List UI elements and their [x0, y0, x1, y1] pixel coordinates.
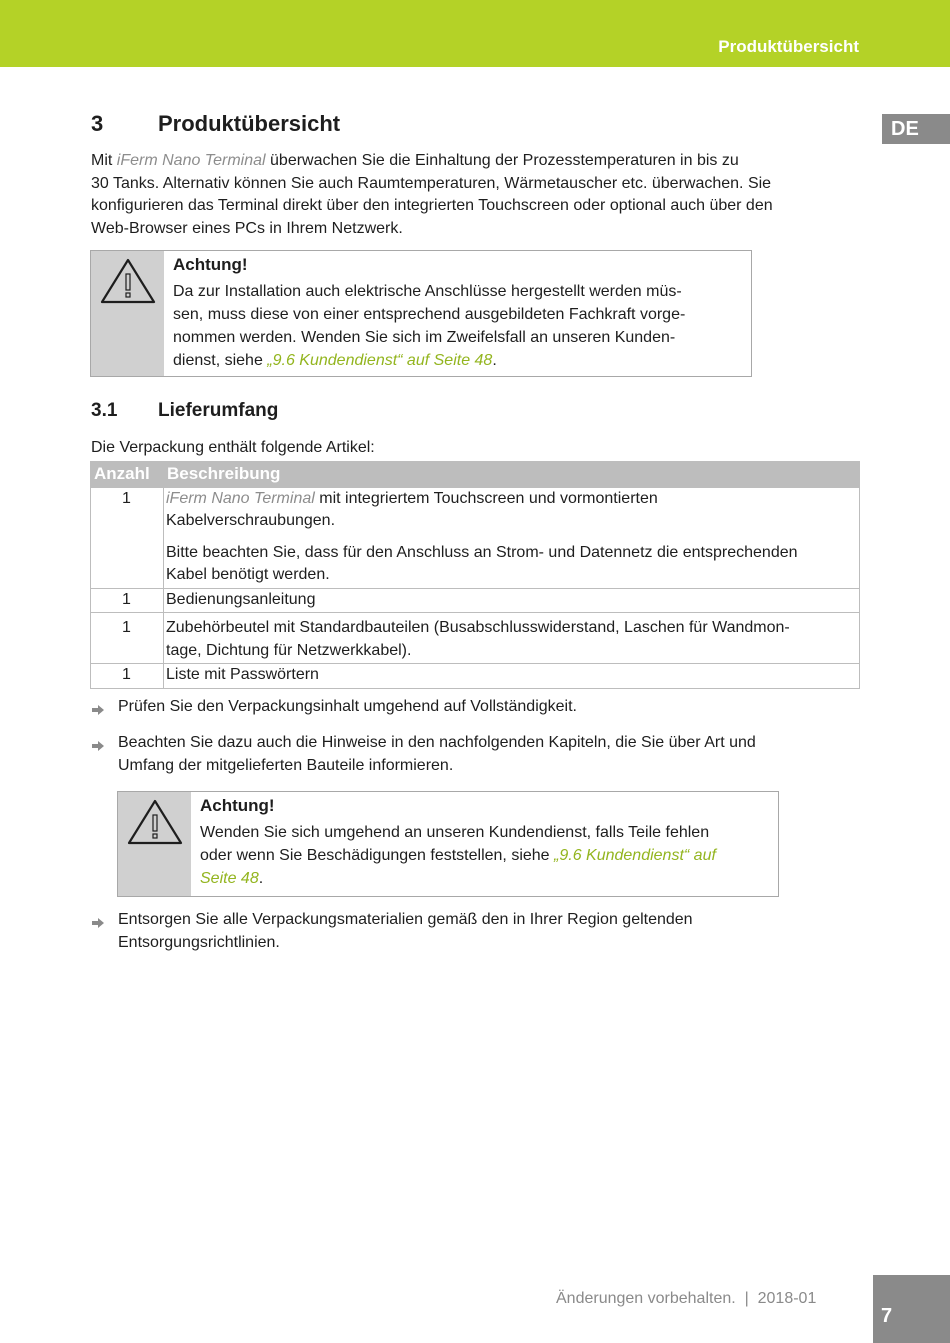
table-row: [91, 588, 860, 613]
warning-line: sen, muss diese von einer entsprechend ausgebildeten Fachkraft vorge-: [173, 306, 686, 323]
desc-text: Kabelverschraubungen.: [166, 512, 336, 529]
bullet-text: [118, 909, 693, 954]
qty-cell: 1: [91, 613, 164, 664]
warning-content: [164, 251, 751, 376]
column-header-desc: Beschreibung: [164, 462, 860, 488]
intro-line4: Web-Browser eines PCs in Ihrem Netzwerk.: [91, 219, 403, 237]
language-tab[interactable]: DE: [882, 114, 950, 144]
subsection-heading: [91, 400, 278, 422]
table-row: [91, 613, 860, 664]
header-bar: [0, 0, 950, 67]
qty-cell: 1: [91, 487, 164, 588]
warning-icon-panel: [91, 251, 164, 376]
warning-line: Wenden Sie sich umgehend an unseren Kundendienst, falls Teile fehlen: [200, 824, 710, 841]
delivery-table: [90, 461, 860, 689]
warning-icon-panel: [118, 792, 191, 896]
warning-title: Achtung!: [173, 255, 248, 274]
subsection-title: Lieferumfang: [158, 400, 279, 421]
arrow-right-icon: [91, 732, 118, 777]
bullet-item: [91, 732, 756, 777]
section-heading: [91, 111, 340, 137]
product-name: iFerm Nano Terminal: [116, 152, 266, 169]
customer-service-link[interactable]: „9.6 Kundendienst“ auf: [554, 847, 716, 864]
table-row: [91, 664, 860, 689]
arrow-right-icon: [91, 909, 118, 954]
bullet-line: Entsorgungsrichtlinien.: [118, 933, 280, 951]
intro-line1: überwachen Sie die Einhaltung der Prozesstemperaturen in bis zu: [265, 152, 739, 169]
desc-text: Zubehörbeutel mit Standardbauteilen (Busabschlusswiderstand, Laschen für Wandmon-: [166, 619, 790, 636]
section-intro: [91, 150, 773, 240]
customer-service-link[interactable]: „9.6 Kundendienst“ auf Seite 48: [267, 352, 493, 369]
warning-line: Da zur Installation auch elektrische Anschlüsse hergestellt werden müs-: [173, 283, 682, 300]
desc-note: Bitte beachten Sie, dass für den Anschluss an Strom- und Datennetz die entsprechenden: [166, 543, 798, 561]
warning-suffix: .: [492, 352, 497, 369]
page-number-box: [873, 1275, 950, 1343]
desc-cell: [164, 613, 860, 664]
page-number: 7: [881, 1305, 893, 1327]
bullet-line: Entsorgen Sie alle Verpackungsmaterialien gemäß den in Ihrer Region geltenden: [118, 911, 693, 928]
desc-cell: Liste mit Passwörtern: [164, 664, 860, 689]
bullet-item: [91, 909, 693, 954]
intro-line2: 30 Tanks. Alternativ können Sie auch Raumtemperaturen, Wärmetauscher etc. überwachen. Sie: [91, 174, 772, 192]
bullet-item: [91, 696, 577, 724]
warning-box: [117, 791, 779, 897]
column-header-qty: Anzahl: [91, 462, 164, 488]
qty-cell: 1: [91, 664, 164, 689]
table-header-row: [91, 462, 860, 488]
warning-title: Achtung!: [200, 796, 275, 815]
desc-note: Kabel benötigt werden.: [166, 566, 330, 583]
subsection-intro: Die Verpackung enthält folgende Artikel:: [91, 439, 375, 456]
bullet-line: Umfang der mitgelieferten Bauteile informieren.: [118, 756, 454, 774]
table-row: [91, 487, 860, 588]
desc-text: tage, Dichtung für Netzwerkkabel).: [166, 641, 412, 659]
warning-triangle-icon: [126, 798, 184, 846]
bullet-line: Beachten Sie dazu auch die Hinweise in den nachfolgenden Kapiteln, die Sie über Art und: [118, 734, 756, 751]
section-number: 3: [91, 111, 104, 136]
arrow-right-icon: [91, 696, 118, 724]
warning-box: [90, 250, 752, 377]
warning-line: dienst, siehe: [173, 352, 268, 369]
section-title: Produktübersicht: [158, 111, 341, 136]
intro-line3: konfigurieren das Terminal direkt über den integrierten Touchscreen oder optional auch über den: [91, 197, 773, 214]
subsection-number: 3.1: [91, 400, 118, 421]
warning-content: [191, 792, 778, 896]
desc-cell: [164, 487, 860, 588]
warning-suffix: .: [258, 870, 264, 887]
bullet-text: [118, 732, 756, 777]
header-title: Produktübersicht: [718, 37, 859, 56]
warning-triangle-icon: [99, 257, 157, 305]
qty-cell: 1: [91, 588, 164, 613]
warning-line: oder wenn Sie Beschädigungen feststellen, siehe: [200, 847, 555, 864]
desc-cell: Bedienungsanleitung: [164, 588, 860, 613]
intro-prefix: Mit: [91, 152, 117, 169]
desc-text: mit integriertem Touchscreen und vormontierten: [314, 489, 658, 507]
customer-service-link[interactable]: Seite 48: [200, 870, 259, 887]
bullet-text: Prüfen Sie den Verpackungsinhalt umgehend auf Vollständigkeit.: [118, 698, 577, 715]
warning-line: nommen werden. Wenden Sie sich im Zweifelsfall an unseren Kunden-: [173, 329, 676, 346]
footer-text: Änderungen vorbehalten. | 2018-01: [556, 1290, 817, 1307]
product-name: iFerm Nano Terminal: [166, 489, 315, 507]
